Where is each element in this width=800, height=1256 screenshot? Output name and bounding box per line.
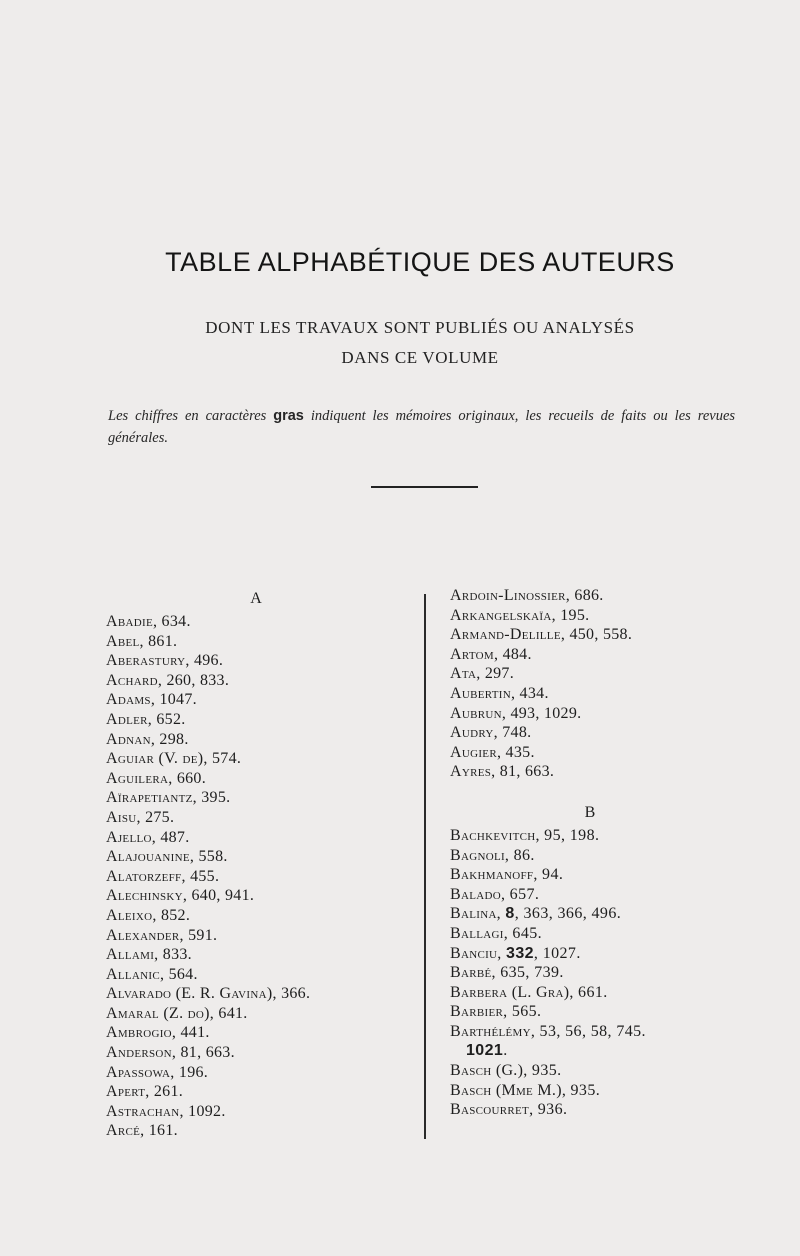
author-entry: Alajouanine, 558.: [106, 848, 228, 866]
author-entry: [450, 904, 770, 924]
author-entry: Alechinsky, 640, 941.: [106, 887, 255, 905]
author-entry: Astrachan, 1092.: [106, 1102, 226, 1120]
author-name: Bagnoli,: [450, 846, 510, 864]
index-column-left: [106, 586, 406, 1141]
note-text-2: indiquent les mémoires originaux, les recueils de faits ou les revues générales.: [108, 408, 736, 446]
bold-page-number: 332: [506, 944, 534, 962]
author-entry: Ardoin-Linossier, 686.: [450, 587, 604, 604]
author-entry: [450, 983, 770, 1003]
author-entry: [450, 1002, 770, 1022]
subtitle-line-2: DANS CE VOLUME: [341, 348, 499, 367]
author-entry: Allami, 833.: [106, 946, 192, 964]
author-entry: Aubrun, 493, 1029.: [450, 704, 582, 722]
author-entry: Ayres, 81, 663.: [450, 763, 555, 781]
author-name: Barbier,: [450, 1003, 508, 1021]
author-entry: Artom, 484.: [450, 645, 532, 663]
explanatory-note: [108, 405, 735, 449]
page-numbers: 95, 198.: [539, 826, 600, 844]
author-entry: Armand-Delille, 450, 558.: [450, 626, 633, 644]
author-entry: [450, 1041, 770, 1061]
author-entry: [450, 1100, 770, 1120]
author-entry: [450, 1081, 770, 1101]
page-numbers-after: , 1027.: [533, 944, 581, 962]
author-list-a: [106, 612, 406, 1141]
author-list-a-continued: [450, 586, 770, 782]
page-numbers: 565.: [507, 1003, 542, 1021]
author-entry: Adler, 652.: [106, 710, 186, 728]
column-divider: [424, 594, 426, 1139]
section-letter-b: B: [584, 803, 596, 821]
author-name: Barbera (L. Gra),: [450, 983, 574, 1001]
author-name: Bascourret,: [450, 1101, 534, 1119]
author-entry: Audry, 748.: [450, 724, 532, 742]
author-entry: Ajello, 487.: [106, 828, 190, 846]
separator-rule: [371, 486, 478, 488]
author-entry: Abel, 861.: [106, 632, 178, 650]
page-numbers: 936.: [533, 1101, 568, 1119]
author-entry: Arkangelskaïa, 195.: [450, 606, 590, 624]
author-entry: Amaral (Z. do), 641.: [106, 1004, 248, 1022]
author-entry: Alexander, 591.: [106, 926, 218, 944]
page-numbers: 635, 739.: [495, 964, 564, 982]
author-entry: Alatorzeff, 455.: [106, 867, 220, 885]
author-entry: [450, 846, 770, 866]
bold-page-number: 1021: [466, 1042, 504, 1060]
page-numbers: 53, 56, 58, 745.: [535, 1022, 646, 1040]
author-entry: Allanic, 564.: [106, 965, 198, 983]
page-title: TABLE ALPHABÉTIQUE DES AUTEURS: [165, 247, 675, 277]
author-entry: [450, 944, 770, 964]
bold-page-number: 8: [505, 905, 515, 923]
author-name: Ballagi,: [450, 924, 509, 942]
subtitle-line-1: DONT LES TRAVAUX SONT PUBLIÉS OU ANALYSÉS: [205, 318, 635, 337]
author-entry: Apassowa, 196.: [106, 1063, 209, 1081]
author-name: Bachkevitch,: [450, 826, 540, 844]
author-entry: Augier, 435.: [450, 743, 535, 761]
author-entry: Arcé, 161.: [106, 1122, 178, 1140]
author-entry: [450, 1022, 770, 1042]
author-name: Balado,: [450, 885, 506, 903]
author-entry: Ata, 297.: [450, 665, 515, 683]
author-entry: Ambrogio, 441.: [106, 1024, 210, 1042]
author-entry: [450, 885, 770, 905]
page-numbers: 935.: [566, 1081, 601, 1099]
author-entry: Abadie, 634.: [106, 613, 191, 630]
author-entry: Aguilera, 660.: [106, 769, 207, 787]
author-entry: Alvarado (E. R. Gavina), 366.: [106, 985, 311, 1003]
page-numbers: 661.: [573, 983, 608, 1001]
note-text-1: Les chiffres en caractères: [108, 408, 267, 424]
page-numbers-after: , 363, 366, 496.: [514, 905, 622, 923]
author-entry: [450, 1061, 770, 1081]
author-name: Basch (G.),: [450, 1062, 528, 1080]
author-entry: Aguiar (V. de), 574.: [106, 750, 242, 768]
page-numbers: 657.: [505, 885, 540, 903]
index-column-right: [450, 586, 770, 1120]
author-entry: Apert, 261.: [106, 1083, 184, 1101]
author-entry: Aubertin, 434.: [450, 684, 549, 702]
author-entry: Aisu, 275.: [106, 808, 175, 826]
section-letter-a: A: [250, 590, 262, 607]
author-entry: [450, 826, 770, 846]
author-entry: Adnan, 298.: [106, 730, 189, 748]
author-name: Barthélémy,: [450, 1022, 536, 1040]
author-entry: Aberastury, 496.: [106, 652, 224, 670]
author-list-b: [450, 826, 770, 1120]
author-entry: Aïrapetiantz, 395.: [106, 789, 231, 807]
author-entry: Adams, 1047.: [106, 691, 197, 709]
author-entry: [450, 963, 770, 983]
author-entry: Achard, 260, 833.: [106, 671, 230, 689]
author-name: Balina,: [450, 905, 501, 923]
page-numbers: 935.: [527, 1062, 562, 1080]
page-numbers: 645.: [508, 924, 543, 942]
author-entry: Aleixo, 852.: [106, 906, 191, 924]
note-bold-word: gras: [273, 408, 304, 424]
page-numbers: 86.: [509, 846, 535, 864]
author-name: Banciu,: [450, 944, 502, 962]
author-entry: Anderson, 81, 663.: [106, 1044, 235, 1062]
author-name: Barbé,: [450, 964, 496, 982]
author-name: Bakhmanoff,: [450, 866, 538, 884]
author-entry: [450, 924, 770, 944]
author-entry: [450, 865, 770, 885]
page-numbers: 94.: [537, 866, 564, 884]
author-name: Basch (Mme M.),: [450, 1081, 567, 1099]
page-numbers-after: .: [503, 1042, 508, 1060]
